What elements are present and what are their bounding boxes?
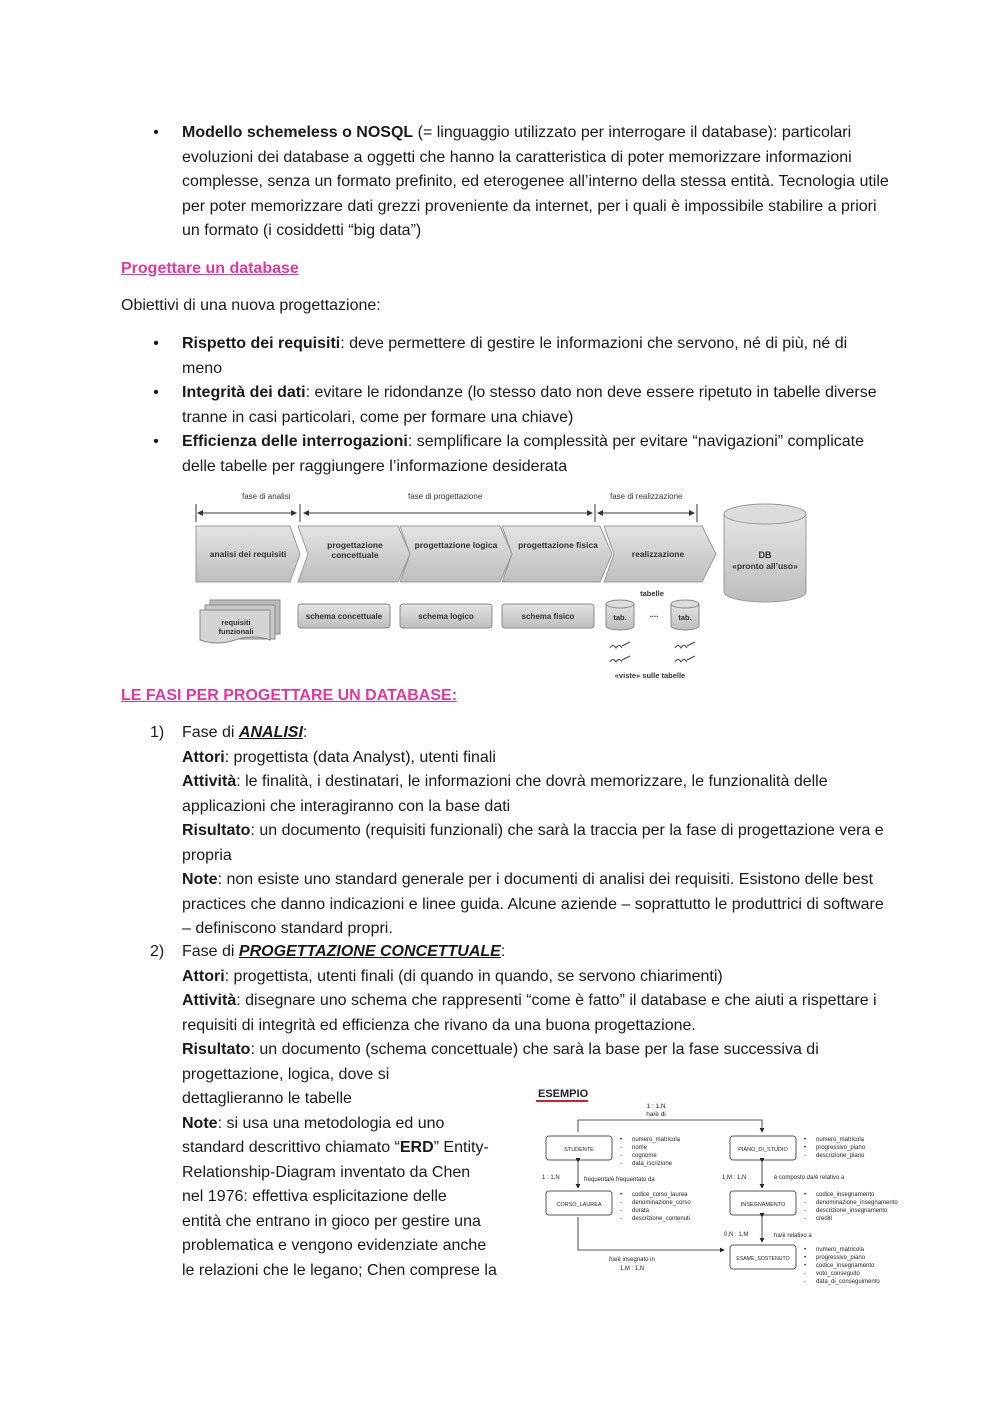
attr-bullet: - xyxy=(804,1208,806,1214)
list-item xyxy=(150,332,882,381)
rel-label: ha/è relativo a xyxy=(774,1233,812,1239)
field-text: standard descrittivo chiamato “ xyxy=(182,1139,400,1156)
entity-attr: cognome xyxy=(632,1153,657,1159)
phase-label-realizzazione: fase di realizzazione xyxy=(610,492,683,501)
step-label: realizzazione xyxy=(631,549,685,559)
field-text: : non esiste uno standard generale per i documenti di analisi dei requisiti. Esistono delle best practices che danno indicazioni e linee guida. Alcune aziende – soprattutto le produttrici di software – definiscono standard propri. xyxy=(182,871,884,937)
objective-title: Efficienza delle interrogazioni xyxy=(182,433,408,450)
objective-text: : deve permettere di gestire le informazioni che servono, né di più, né di meno xyxy=(182,335,848,377)
phase-label-progettazione: fase di progettazione xyxy=(408,492,483,501)
field-text: le relazioni che le legano; Chen comprese la xyxy=(182,1261,497,1279)
entity-attr: numero_matricola xyxy=(632,1137,681,1143)
entity-attr: voto_conseguito xyxy=(816,1271,860,1277)
output-label: schema logico xyxy=(418,612,474,621)
objective-text: : evitare le ridondanze (lo stesso dato non deve essere ripetuto in tabelle diverse tranne in casi particolari, come per formare una chiave) xyxy=(182,384,877,426)
entity-attr: progressivo_piano xyxy=(816,1255,866,1261)
field-text: progettazione, logica, dove si xyxy=(182,1065,390,1083)
list-item xyxy=(150,121,890,244)
table-label: tab. xyxy=(678,613,692,622)
rel-cardinality: 1,M : 1,N xyxy=(619,1266,645,1272)
bullet-icon: • xyxy=(153,384,159,401)
step-label-wrap xyxy=(412,540,500,570)
rel-cardinality: 1 : 1,N xyxy=(646,1103,666,1110)
field-label: Attività xyxy=(182,773,237,790)
rel-label: ha/è insegnato in xyxy=(609,1257,655,1263)
list-item xyxy=(150,381,882,430)
attr-bullet: - xyxy=(804,1279,806,1285)
entity-attr: descrizione_piano xyxy=(816,1153,865,1159)
phase-keyword: ANALISI xyxy=(238,724,303,741)
attr-bullet: - xyxy=(620,1145,622,1151)
field-text: : un documento (schema concettuale) che sarà la base per la fase successiva di xyxy=(250,1041,819,1058)
section-heading-fasi[interactable]: LE FASI PER PROGETTARE UN DATABASE: xyxy=(121,687,458,704)
output-funzionali: funzionali xyxy=(218,627,254,636)
attr-bullet: - xyxy=(804,1216,806,1222)
field-text: : le finalità, i destinatari, le informazioni che dovrà memorizzare, le funzionalità delle applicazioni che interagiranno con la base dati xyxy=(182,773,828,815)
field-label: Note xyxy=(182,871,218,888)
phase-title-suffix: : xyxy=(500,943,506,960)
attr-bullet: • xyxy=(804,1247,807,1253)
output-label: schema fisico xyxy=(521,612,575,621)
erd-term: ERD xyxy=(399,1139,434,1156)
bullet-icon: • xyxy=(153,335,159,352)
attr-bullet: - xyxy=(620,1216,622,1222)
field-text: nel 1976: effettiva esplicitazione delle xyxy=(182,1188,447,1205)
db-label: DB xyxy=(758,550,772,560)
entity-label: PIANO_DI_STUDIO xyxy=(738,1147,788,1153)
field-text: ” Entity- xyxy=(433,1139,489,1156)
phase-1 xyxy=(150,721,890,942)
entity-attr: descrizione_insegnamento xyxy=(816,1208,888,1214)
list-item xyxy=(150,721,890,942)
attr-bullet: - xyxy=(804,1271,806,1277)
field-text: : disegnare uno schema che rappresenti “come è fatto” il database e che aiuti a rispettare i requisiti di integrità ed efficienza che rivano da una buona progettazione. xyxy=(182,992,877,1034)
attr-bullet: - xyxy=(620,1208,622,1214)
objectives-list xyxy=(150,332,882,479)
bullet-bold: Modello schemeless o NOSQL xyxy=(182,124,414,141)
step-label: progettazione logica xyxy=(414,540,498,550)
phase-keyword: PROGETTAZIONE CONCETTUALE xyxy=(238,943,501,960)
attr-bullet: • xyxy=(620,1192,623,1198)
glasses-icon xyxy=(610,642,695,662)
entity-attr: durata xyxy=(632,1208,650,1214)
step-label-wrap xyxy=(310,540,400,570)
step-label-wrap xyxy=(514,540,602,570)
rel-cardinality: 0,N : 1,M xyxy=(724,1232,749,1238)
field-text: : si usa una metodologia ed uno xyxy=(217,1114,445,1132)
entity-attr: codice_insegnamento xyxy=(816,1263,875,1269)
erd-example-diagram xyxy=(534,1084,924,1294)
attr-bullet: - xyxy=(804,1200,806,1206)
rel-label: frequenta/è frequentato da xyxy=(584,1177,655,1183)
attr-bullet: - xyxy=(620,1161,622,1167)
phase-title-prefix: Fase di xyxy=(182,724,239,741)
field-label: Risultato xyxy=(182,1041,251,1058)
tables-label: tabelle xyxy=(640,589,664,598)
field-text: entità che entrano in gioco per gestire una xyxy=(182,1212,481,1230)
erd-title: ESEMPIO xyxy=(538,1088,589,1100)
entity-attr: nome xyxy=(632,1145,648,1151)
bullet-icon: • xyxy=(153,433,159,450)
attr-bullet: • xyxy=(804,1137,807,1143)
entity-attr: descrizione_contenuti xyxy=(632,1216,691,1222)
objectives-intro: Obiettivi di una nuova progettazione: xyxy=(121,297,381,314)
entity-attr: codice_corso_laurea xyxy=(632,1192,688,1198)
entity-attr: numero_matricola xyxy=(816,1137,865,1143)
phase-title-prefix: Fase di xyxy=(182,943,239,960)
rel-label: è composto da/è relativo a xyxy=(774,1175,845,1181)
attr-bullet: • xyxy=(804,1145,807,1151)
step-label: analisi dei requisiti xyxy=(209,549,287,559)
entity-attr: crediti xyxy=(816,1216,833,1222)
phase-label-analisi: fase di analisi xyxy=(242,492,291,501)
field-label: Attori xyxy=(182,967,225,985)
ellipsis: .... xyxy=(649,610,659,619)
attr-bullet: • xyxy=(804,1192,807,1198)
item-number: 1) xyxy=(150,724,165,741)
attr-bullet: - xyxy=(804,1153,806,1159)
list-item xyxy=(150,430,882,479)
field-text: problematica e vengono evidenziate anche xyxy=(182,1237,487,1254)
field-label: Note xyxy=(182,1114,218,1132)
entity-attr: numero_matricola xyxy=(816,1247,865,1253)
objective-title: Rispetto dei requisiti xyxy=(182,335,341,352)
rel-cardinality: 1,M : 1,N xyxy=(722,1175,747,1181)
entity-label: INSEGNAMENTO xyxy=(740,1202,786,1208)
entity-attr: data_di_conseguimento xyxy=(816,1279,880,1285)
objective-text: : semplificare la complessità per evitare “navigazioni” complicate delle tabelle per raggiungere l’informazione desiderata xyxy=(182,433,865,475)
entity-attr: denominazione_corso xyxy=(632,1200,691,1206)
bullet-text: (= linguaggio utilizzato per interrogare il database): particolari evoluzioni dei database a oggetti che hanno la caratteristica di poter memorizzare informazioni complesse, senza un formato prefinito, ed eterogenee all’interno della stessa entità. Tecnologia utile per poter memorizzare dati grezzi proveniente da internet, per i quali è impossibile stabilire a priori un formato (i cosiddetti “big data”) xyxy=(182,124,889,239)
views-label: «viste» sulle tabelle xyxy=(614,671,686,680)
entity-attr: denominazione_insegnamento xyxy=(816,1200,898,1206)
field-label: Risultato xyxy=(182,822,251,839)
entity-label: STUDENTE xyxy=(564,1147,594,1153)
attr-bullet: • xyxy=(620,1137,623,1143)
entity-attr: codice_insegnamento xyxy=(816,1192,875,1198)
attr-bullet: - xyxy=(620,1200,622,1206)
rel-cardinality: 1 : 1,N xyxy=(542,1175,560,1181)
entity-attr: data_iscrizione xyxy=(632,1161,673,1167)
field-text: dettaglieranno le tabelle xyxy=(182,1090,352,1107)
field-label: Attività xyxy=(182,992,237,1009)
entity-label: ESAME_SOSTENUTO xyxy=(736,1256,790,1262)
field-label: Attori xyxy=(182,748,225,766)
process-diagram xyxy=(190,486,820,682)
entity-label: CORSO_LAUREA xyxy=(556,1202,602,1208)
field-text: : un documento (requisiti funzionali) che sarà la traccia per la fase di progettazione vera e propria xyxy=(182,822,884,864)
table-label: tab. xyxy=(613,613,627,622)
item-number: 2) xyxy=(150,943,165,960)
bullet-icon: • xyxy=(153,124,159,141)
db-label-sub: «pronto all’uso» xyxy=(732,561,798,571)
field-text: : progettista (data Analyst), utenti finali xyxy=(224,748,496,766)
rel-label: ha/è di xyxy=(646,1111,666,1118)
output-label: schema concettuale xyxy=(305,612,383,621)
field-text: : progettista, utenti finali (di quando in quando, se servono chiarimenti) xyxy=(224,967,723,985)
output-requisiti: requisiti xyxy=(221,618,251,627)
step-label: progettazione fisica xyxy=(518,540,598,550)
field-text: Relationship-Diagram inventato da Chen xyxy=(182,1163,471,1181)
attr-bullet: • xyxy=(804,1263,807,1269)
entity-attr: progressivo_piano xyxy=(816,1145,866,1151)
section-heading-progettare[interactable]: Progettare un database xyxy=(121,260,299,277)
phase-title-suffix: : xyxy=(302,724,308,741)
step-label: progettazione concettuale xyxy=(327,540,383,560)
attr-bullet: - xyxy=(620,1153,622,1159)
objective-title: Integrità dei dati xyxy=(182,384,306,401)
attr-bullet: • xyxy=(804,1255,807,1261)
intro-bullet-list xyxy=(150,121,890,244)
